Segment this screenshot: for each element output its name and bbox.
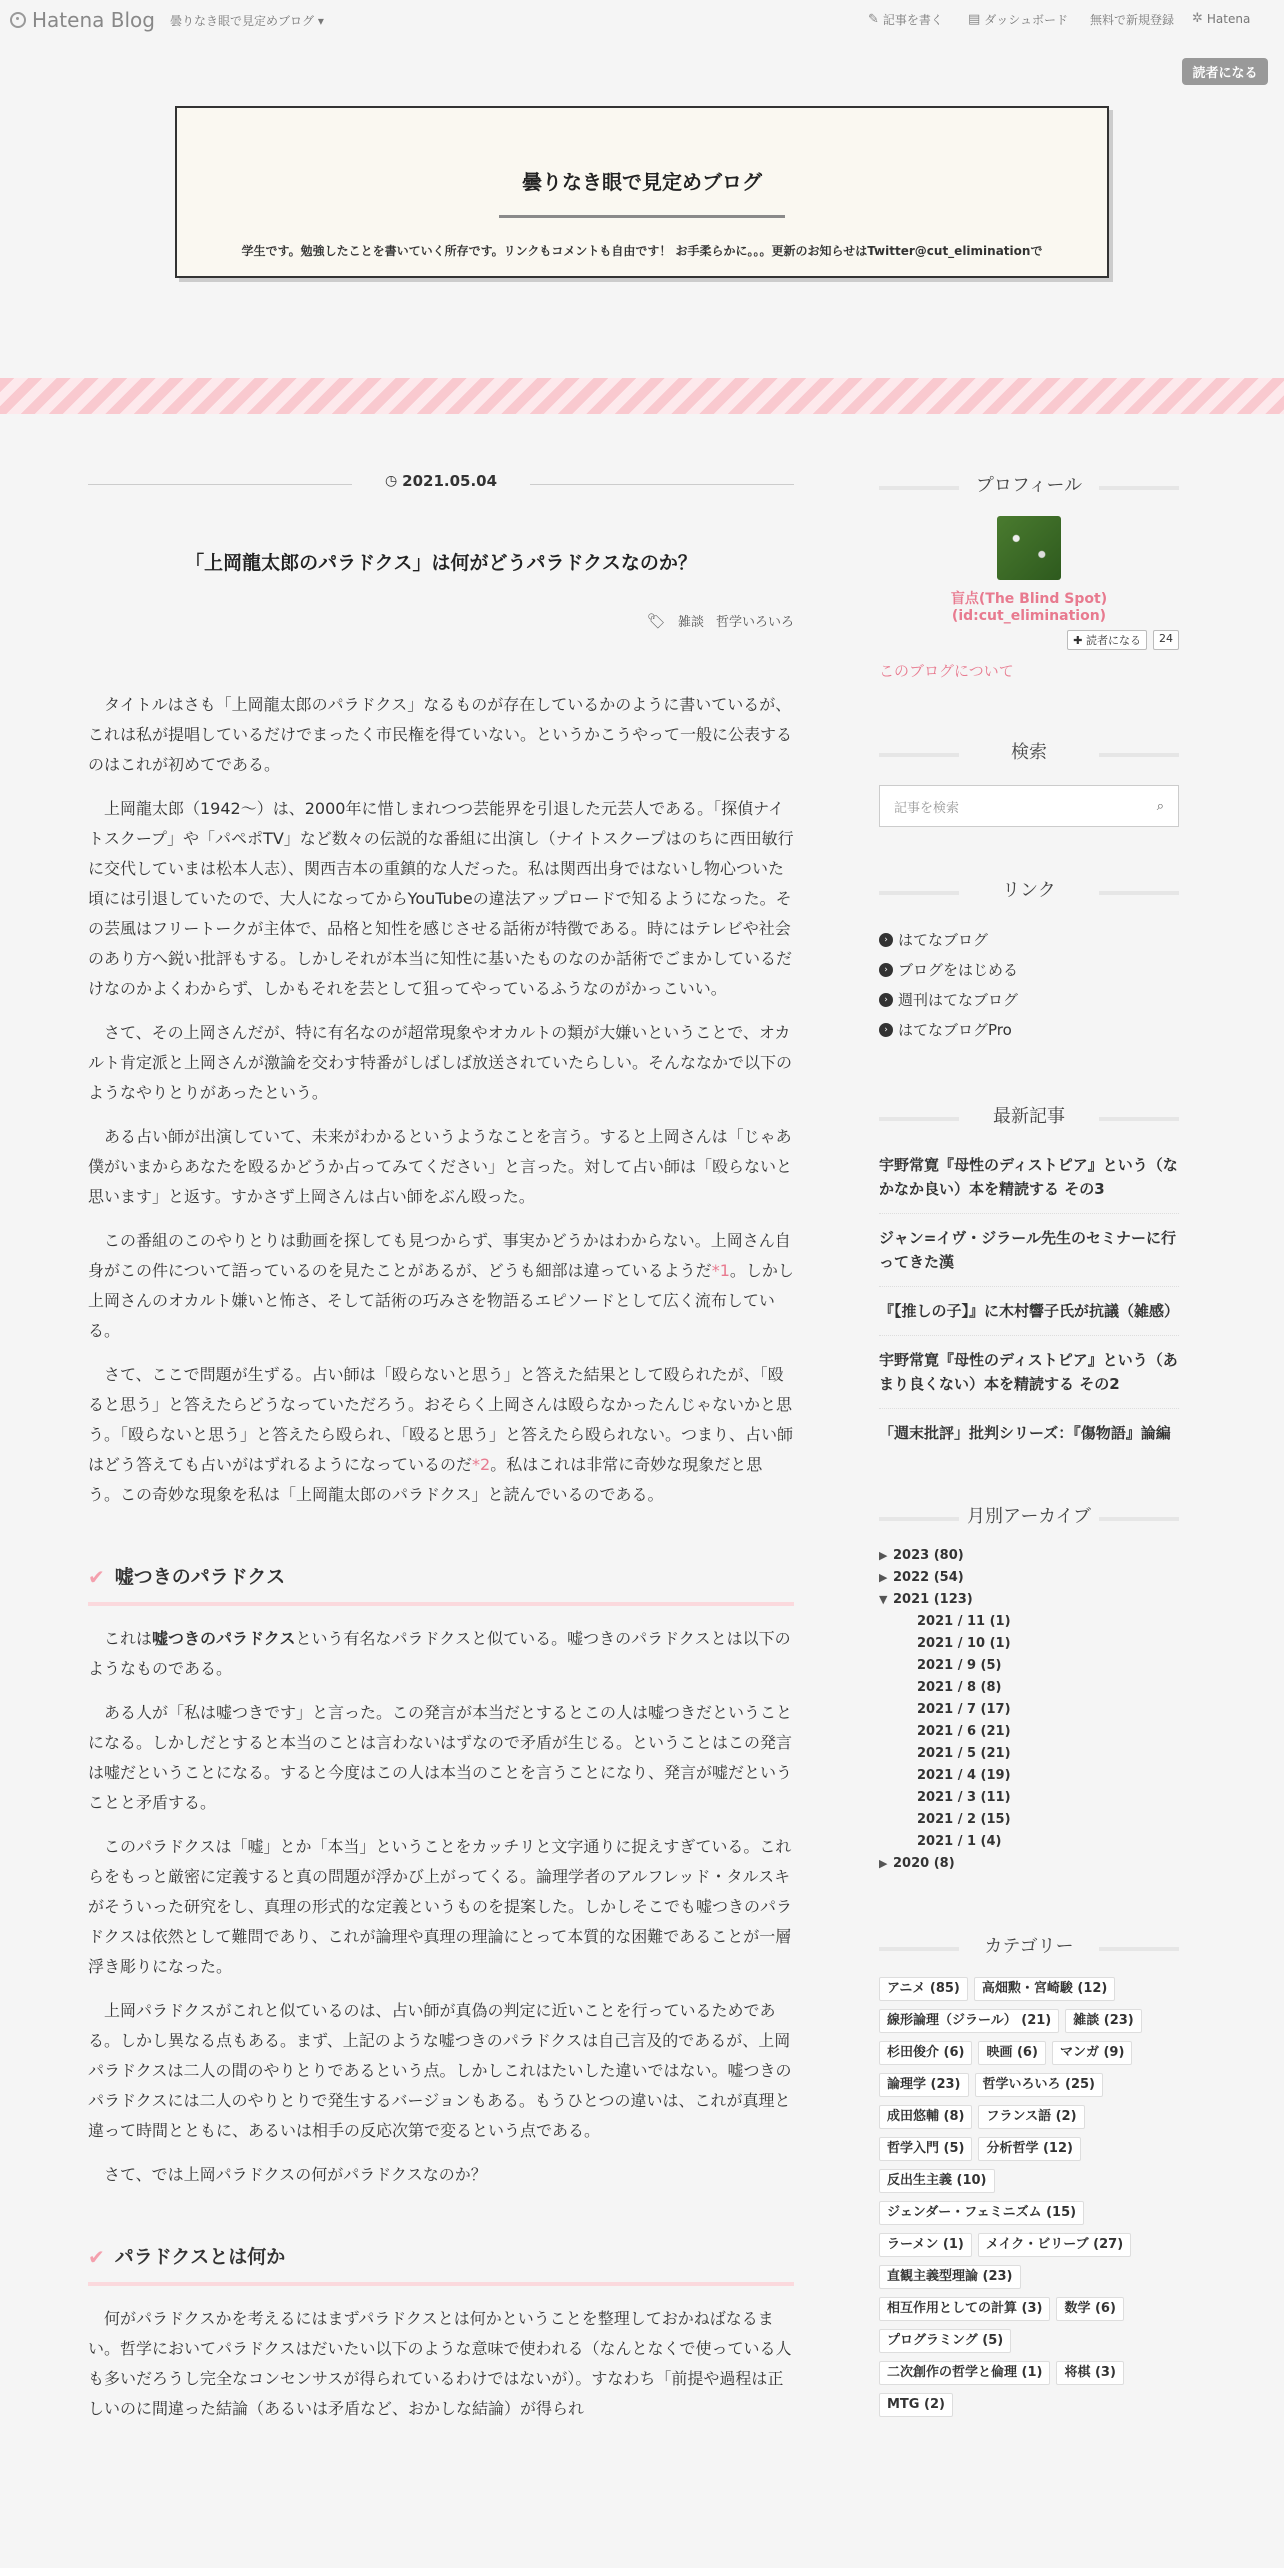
chevron-right-icon: › — [879, 963, 893, 977]
archive-year-open[interactable]: ▼ 2021 (123) — [879, 1589, 1179, 1611]
category-tag[interactable]: 哲学いろいろ (25) — [975, 2073, 1104, 2097]
tag-philosophy[interactable]: 哲学いろいろ — [715, 615, 794, 630]
triangle-right-icon: ▶ — [879, 1571, 888, 1584]
dashboard-icon: ▤ — [968, 12, 981, 27]
triangle-right-icon: ▶ — [879, 1857, 888, 1870]
search-input[interactable]: 記事を検索 ⌕ — [879, 785, 1179, 827]
post-body — [88, 690, 794, 2424]
post-title[interactable]: 「上岡龍太郎のパラドクス」は何がどうパラドクスなのか？ — [185, 552, 697, 574]
post-tags — [88, 611, 794, 630]
recent-entry[interactable]: 宇野常寛『母性のディストピア』という（あまり良くない）本を精読する その2 — [879, 1336, 1179, 1409]
category-tag[interactable]: 直観主義型理論 (23) — [879, 2265, 1021, 2289]
section-heading: ✔ パラドクスとは何か — [88, 2242, 794, 2286]
profile-subscribe-row — [879, 630, 1179, 650]
category-tag[interactable]: MTG (2) — [879, 2393, 953, 2417]
recent-entry[interactable]: ジャン=イヴ・ジラール先生のセミナーに行ってきた漢 — [879, 1214, 1179, 1287]
title-divider — [499, 215, 785, 218]
archive-month[interactable]: 2021 / 5 (21) — [917, 1746, 1011, 1761]
paragraph: さて、その上岡さんだが、特に有名なのが超常現象やオカルトの類が大嫌いということで、オカルト肯定派と上岡さんが激論を交わす特番がしばしば放送されていたらしい。そんななかで以下のようなやりとりがあったという。 — [88, 1023, 793, 1102]
category-tag[interactable]: 反出生主義 (10) — [879, 2169, 995, 2193]
hatena-blog-logo[interactable]: Hatena Blog — [10, 8, 155, 32]
archive-month[interactable]: 2021 / 6 (21) — [917, 1724, 1011, 1739]
paragraph: 上岡龍太郎（1942〜）は、2000年に惜しまれつつ芸能界を引退した元芸人である。「探偵ナイトスクープ」や「パペポTV」など数々の伝説的な番組に出演し（ナイトスクープはのちに西田敏行に交代していまは松本人志）、関西吉本の重鎮的な人だった。私は関西出身ではないし物心ついた頃には引退していたので、大人になってからYouTubeの違法アップロードで知るようになった。その芸風はフリートークが主体で、品格と知性を感じさせる話術が特徴である。時にはテレビや社会のあり方へ鋭い批評もする。しかしそれが本当に知性に基いたものなのか話術でごまかしているだけなのかよくわからず、しかもそれを芸として狙ってやっているふうなのがかっこいい。 — [88, 799, 794, 998]
avatar[interactable] — [997, 516, 1061, 580]
category-tag[interactable]: 分析哲学 (12) — [978, 2137, 1081, 2161]
footnote-link-2[interactable]: *2 — [472, 1455, 491, 1474]
category-tag[interactable]: 映画 (6) — [978, 2041, 1045, 2065]
archive-list — [879, 1545, 1179, 1875]
archive-month[interactable]: 2021 / 9 (5) — [917, 1658, 1002, 1673]
chevron-right-icon: › — [879, 933, 893, 947]
triangle-right-icon: ▶ — [879, 1549, 888, 1562]
link-item[interactable]: › ブログをはじめる — [879, 955, 1179, 985]
tag-chat[interactable]: 雑談 — [677, 615, 704, 630]
category-tag[interactable]: 論理学 (23) — [879, 2073, 969, 2097]
dashboard-link[interactable]: ▤ ダッシュボード — [968, 12, 1069, 27]
link-item[interactable]: › 週刊はてなブログ — [879, 985, 1179, 1015]
paragraph: タイトルはさも「上岡龍太郎のパラドクス」なるものが存在しているかのように書いているが、これは私が提唱しているだけでまったく市民権を得ていない。というかこうやって一般に公表するのはこれが初めてである。 — [88, 695, 793, 774]
category-tag[interactable]: 雑談 (23) — [1065, 2009, 1142, 2033]
blog-title[interactable]: 曇りなき眼で見定めブログ — [522, 170, 762, 194]
subscribe-button[interactable]: 読者になる — [1182, 58, 1268, 85]
category-tag[interactable]: 相互作用としての計算 (3) — [879, 2297, 1050, 2321]
register-link[interactable]: 無料で新規登録 — [1090, 13, 1175, 27]
pencil-icon: ✎ — [868, 12, 879, 27]
recent-entry[interactable]: 『【推しの子】』に木村響子氏が抗議（雑感） — [879, 1287, 1179, 1336]
archive-month[interactable]: 2021 / 1 (4) — [917, 1834, 1002, 1849]
category-list — [879, 1977, 1179, 2417]
paragraph: ある占い師が出演していて、未来がわかるというようなことを言う。すると上岡さんは「じゃあ僕がいまからあなたを殴るかどうか占ってみてください」と言った。対して占い師は「殴らないと思います」と返す。すかさず上岡さんは占い師をぶん殴った。 — [88, 1127, 793, 1206]
category-tag[interactable]: フランス語 (2) — [978, 2105, 1084, 2129]
links-list — [879, 925, 1179, 1045]
triangle-down-icon: ▼ — [879, 1593, 888, 1606]
blog-description: 学生です。勉強したことを書いていく所存です。リンクもコメントも自由です！ お手柔らかに。。。更新のお知らせはTwitter@cut_eliminationで — [241, 244, 1043, 258]
category-tag[interactable]: 二次創作の哲学と倫理 (1) — [879, 2361, 1050, 2385]
archive-month[interactable]: 2021 / 7 (17) — [917, 1702, 1011, 1717]
archive-year[interactable]: ▶ 2023 (80) — [879, 1545, 1179, 1567]
recent-entry[interactable]: 宇野常寛『母性のディストピア』という（なかなか良い）本を精読する その3 — [879, 1141, 1179, 1214]
hatena-logo-icon — [10, 12, 26, 28]
paragraph: この番組のこのやりとりは動画を探しても見つからず、事実かどうかはわからない。上岡さん自身がこの件について語っているのを見たことがあるが、どうも細部は違っているようだ*1。しかし上岡さんのオカルト嫌いと怖さ、そして話術の巧みさを物語るエピソードとして広く流布している。 — [88, 1231, 794, 1340]
category-tag[interactable]: 成田悠輔 (8) — [879, 2105, 972, 2129]
sidebar — [879, 470, 1179, 2417]
about-blog-link[interactable]: このブログについて — [879, 662, 1014, 680]
paragraph: さて、では上岡パラドクスの何がパラドクスなのか？ — [104, 2165, 487, 2184]
archive-month[interactable]: 2021 / 11 (1) — [917, 1614, 1011, 1629]
check-icon: ✔ — [88, 2245, 105, 2269]
archive-heading: 月別アーカイブ — [879, 1501, 1179, 1533]
post-date-bar — [88, 470, 794, 498]
check-icon: ✔ — [88, 1565, 105, 1589]
subscribe-mini-button[interactable]: ✚ 読者になる — [1067, 630, 1147, 650]
clock-icon: ◷ — [384, 473, 398, 489]
global-header — [0, 0, 1284, 38]
link-item[interactable]: › はてなブログ — [879, 925, 1179, 955]
category-tag[interactable]: 杉田俊介 (6) — [879, 2041, 972, 2065]
category-tag[interactable]: アニメ (85) — [879, 1977, 968, 2001]
section-heading: ✔ 嘘つきのパラドクス — [88, 1562, 794, 1606]
archive-year[interactable]: ▶ 2022 (54) — [879, 1567, 1179, 1589]
archive-month[interactable]: 2021 / 2 (15) — [917, 1812, 1011, 1827]
decorative-stripe — [0, 378, 1284, 414]
recent-entry[interactable]: 「週末批評」批判シリーズ：『傷物語』論編 — [879, 1424, 1171, 1442]
category-tag[interactable]: 高畑勲・宮崎駿 (12) — [974, 1977, 1116, 2001]
category-tag[interactable]: プログラミング (5) — [879, 2329, 1011, 2353]
paragraph: ある人が「私は嘘つきです」と言った。この発言が本当だとするとこの人は嘘つきだということになる。しかしだとすると本当のことは言わないはずなので矛盾が生じる。ということはこの発言は嘘だということになる。すると今度はこの人は本当のことを言うことになり、発言が嘘だということと矛盾する。 — [88, 1703, 793, 1812]
paragraph: このパラドクスは「嘘」とか「本当」ということをカッチリと文字通りに捉えすぎている。これらをもっと厳密に定義すると真の問題が浮かび上がってくる。論理学者のアルフレッド・タルスキがそういった研究をし、真理の形式的な定義というものを提案した。しかしそこでも嘘つきのパラドクスは依然として難問であり、これが論理や真理の理論にとって本質的な困難であることが一層浮き彫りになった。 — [88, 1837, 793, 1976]
category-tag[interactable]: メイク・ビリーブ (27) — [978, 2233, 1131, 2257]
footnote-link-1[interactable]: *1 — [711, 1261, 730, 1280]
recent-heading: 最新記事 — [879, 1101, 1179, 1133]
category-tag[interactable]: ラーメン (1) — [879, 2233, 972, 2257]
paragraph: 上岡パラドクスがこれと似ているのは、占い師が真偽の判定に近いことを行っているためである。しかし異なる点もある。まず、上記のような嘘つきのパラドクスは自己言及的であるが、上岡パラドクスは二人の間のやりとりであるという点。しかしこれはたいした違いではない。嘘つきのパラドクスには二人のやりとりで発生するバージョンもある。もうひとつの違いは、これが真理と違って時間とともに、あるいは相手の反応次第で変るという点である。 — [88, 2001, 792, 2140]
subscriber-count: 24 — [1153, 630, 1179, 650]
article — [88, 470, 794, 2438]
paragraph: さて、ここで問題が生ずる。占い師は「殴らないと思う」と答えた結果として殴られたが、「殴ると思う」と答えたらどうなっていただろう。おそらく上岡さんは殴らなかったんじゃないかと思う。「殴らないと思う」と答えたら殴られ、「殴ると思う」と答えたら殴られない。つまり、占い師はどう答えても占いがはずれるようになっているのだ*2。私はこれは非常に奇妙な現象だと思う。この奇妙な現象を私は「上岡龍太郎のパラドクス」と読んでいるのである。 — [88, 1365, 793, 1504]
category-tag[interactable]: 哲学入門 (5) — [879, 2137, 972, 2161]
paragraph: 何がパラドクスかを考えるにはまずパラドクスとは何かということを整理しておかねばなるまい。哲学においてパラドクスはだいたい以下のような意味で使われる（なんとなくで使っている人も多いだろうし完全なコンセンサスが得られているわけではないが）。すなわち「前提や過程は正しいのに間違った結論（あるいは矛盾など、おかしな結論）が得られ — [88, 2309, 792, 2418]
chevron-right-icon: › — [879, 993, 893, 1007]
search-heading: 検索 — [879, 737, 1179, 769]
category-tag[interactable]: 数学 (6) — [1056, 2297, 1123, 2321]
gear-icon: ✲ — [1192, 11, 1203, 26]
category-tag[interactable]: 将棋 (3) — [1056, 2361, 1123, 2385]
blog-selector[interactable]: 曇りなき眼で見定めブログ ▾ — [170, 14, 324, 28]
profile-heading: プロフィール — [879, 470, 1179, 502]
paragraph: これは嘘つきのパラドクスという有名なパラドクスと似ている。嘘つきのパラドクスとは以下のようなものである。 — [88, 1629, 791, 1678]
links-heading: リンク — [879, 875, 1179, 907]
link-item[interactable]: › はてなブログPro — [879, 1015, 1179, 1045]
chevron-right-icon: › — [879, 1023, 893, 1037]
post-date[interactable]: ◷ 2021.05.04 — [384, 472, 498, 490]
hatena-menu[interactable]: ✲ Hatena — [1192, 11, 1251, 26]
search-icon[interactable]: ⌕ — [1156, 798, 1164, 814]
category-tag[interactable]: マンガ (9) — [1052, 2041, 1132, 2065]
archive-month[interactable]: 2021 / 8 (8) — [917, 1680, 1002, 1695]
profile-name[interactable]: 盲点(The Blind Spot) (id:cut_elimination) — [950, 591, 1108, 624]
tag-icon: 🏷 — [646, 611, 666, 630]
archive-month[interactable]: 2021 / 10 (1) — [917, 1636, 1011, 1651]
recent-list — [879, 1141, 1179, 1457]
category-tag[interactable]: 線形論理（ジラール） (21) — [879, 2009, 1059, 2033]
category-tag[interactable]: ジェンダー・フェミニズム (15) — [879, 2201, 1084, 2225]
archive-year[interactable]: ▶ 2020 (8) — [879, 1853, 1179, 1875]
write-article-link[interactable]: ✎ 記事を書く — [868, 12, 943, 27]
archive-month[interactable]: 2021 / 4 (19) — [917, 1768, 1011, 1783]
category-heading: カテゴリー — [879, 1931, 1179, 1963]
blog-title-box — [175, 106, 1109, 278]
archive-month[interactable]: 2021 / 3 (11) — [917, 1790, 1011, 1805]
